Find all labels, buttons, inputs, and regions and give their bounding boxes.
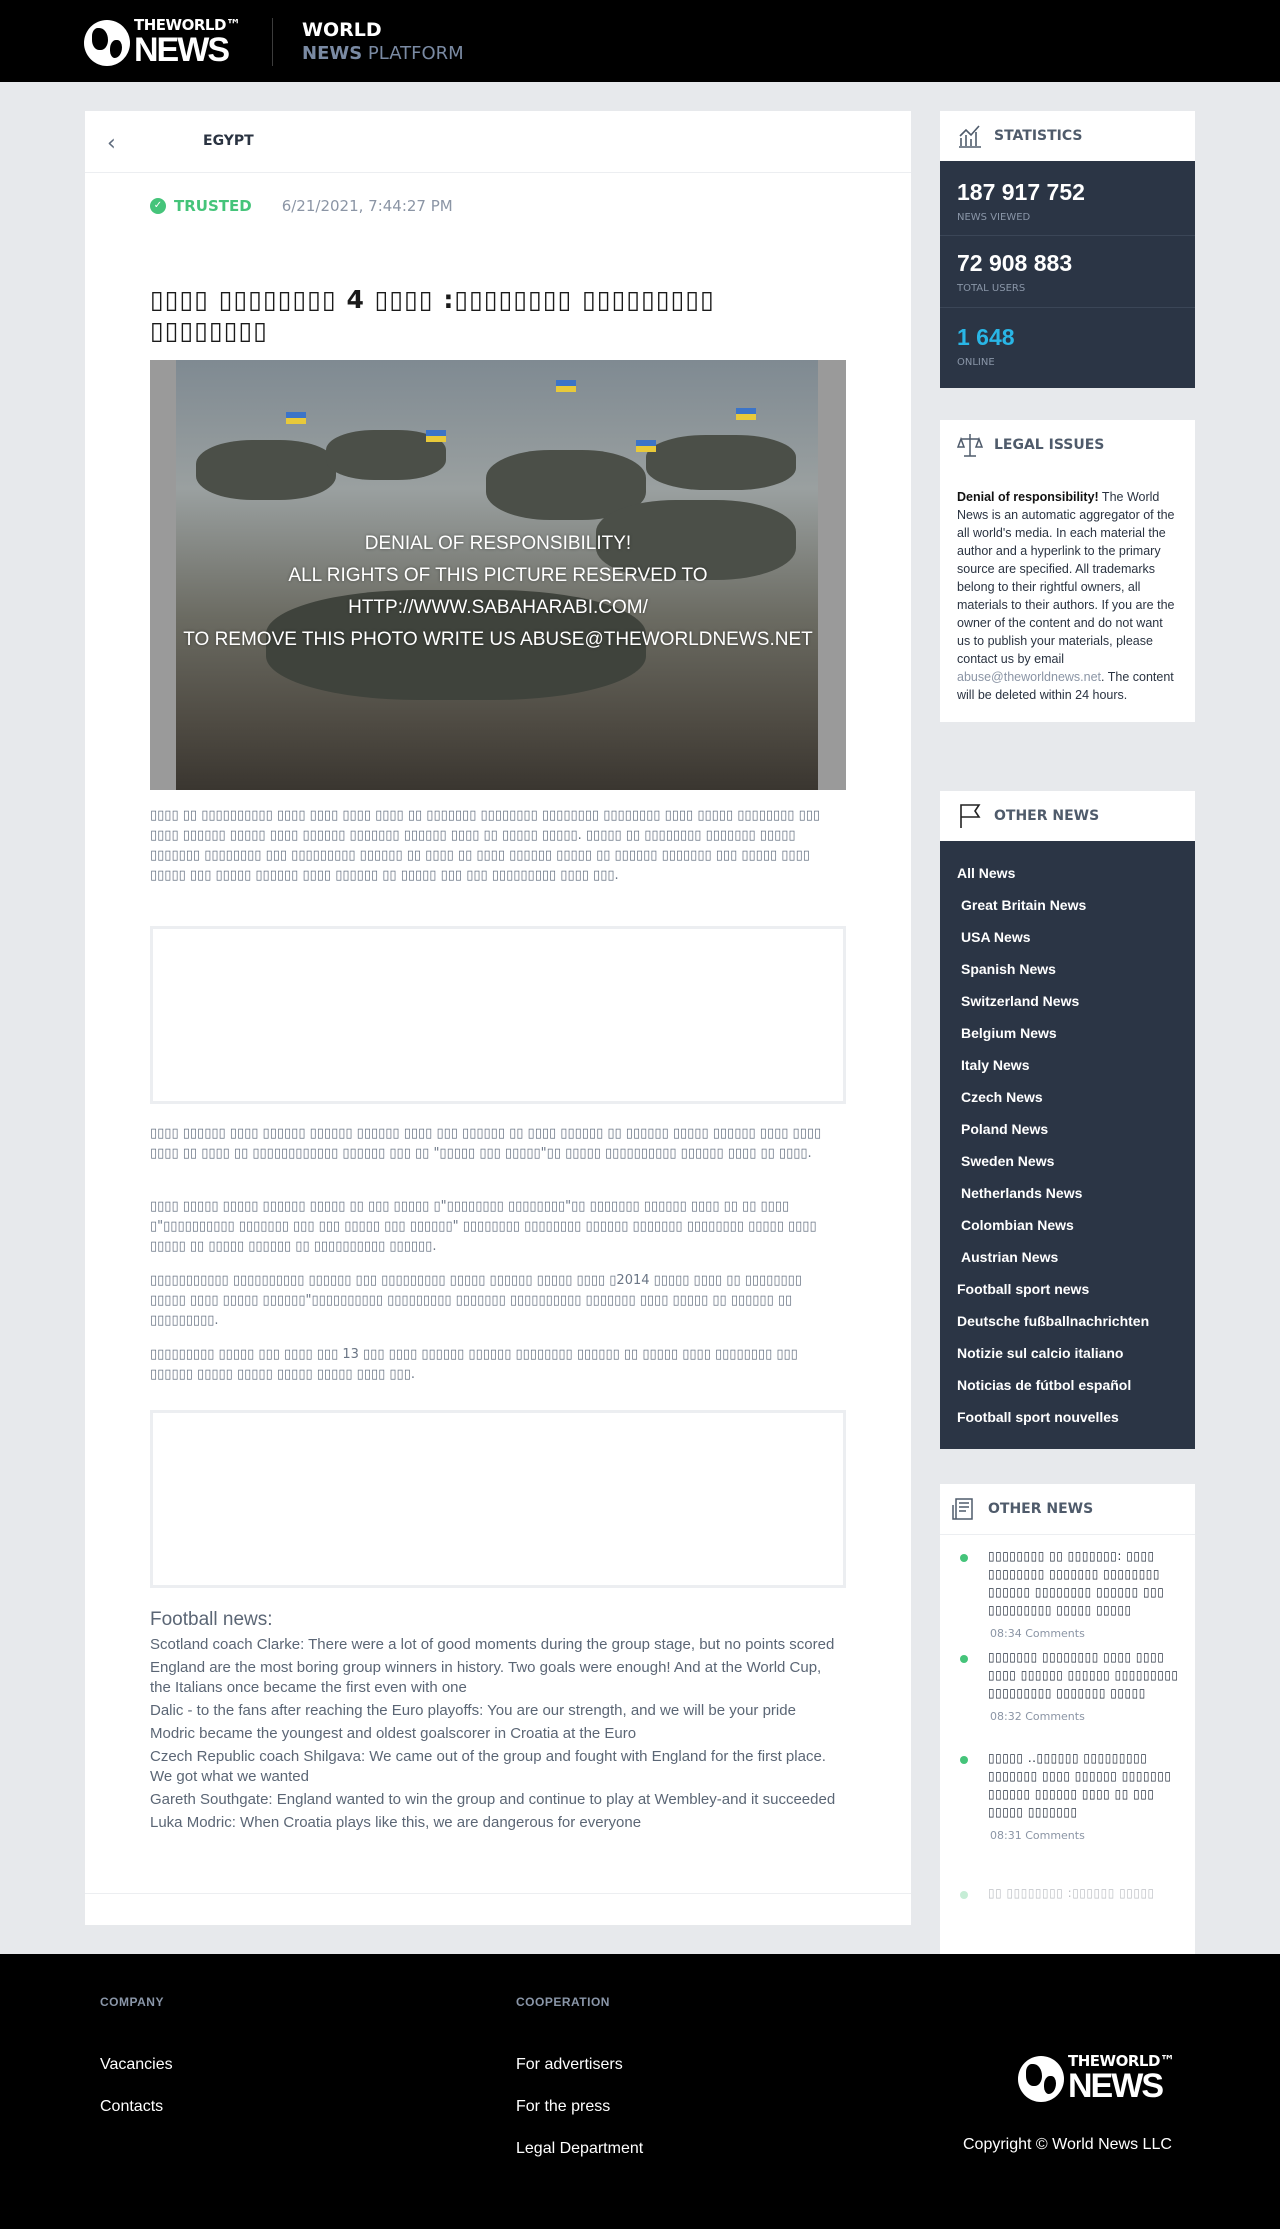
nav-link-all-news[interactable]: All News (957, 865, 1016, 881)
stat-label: NEWS VIEWED (957, 212, 1031, 223)
news-item-title[interactable]: ▯▯ ▯▯▯▯▯▯▯▯ :▯▯▯▯▯▯ ▯▯▯▯▯ (988, 1886, 1155, 1900)
football-news-link[interactable]: Czech Republic coach Shilgava: We came out of the group and fought with England for the first place. We got what we wanted (150, 1748, 826, 1785)
other-news-nav-title: OTHER NEWS (994, 808, 1100, 824)
nav-link-country[interactable]: USA News (961, 929, 1031, 945)
nav-link-country[interactable]: Netherlands News (961, 1185, 1083, 1201)
list-item[interactable] (960, 1884, 1185, 1902)
football-news-heading: Football news: (150, 1609, 273, 1630)
football-news-link[interactable]: England are the most boring group winners in history. Two goals were enough! And at the World Cup, the Italians once became the first even with one (150, 1659, 822, 1696)
news-item-comments[interactable]: Comments (1025, 1710, 1085, 1723)
statistics-card (940, 111, 1195, 388)
nav-link-country[interactable]: Poland News (961, 1121, 1049, 1137)
disclaimer-line: DENIAL OF RESPONSIBILITY! (364, 533, 632, 554)
header-divider (272, 18, 273, 66)
article-paragraph: ▯▯▯▯▯▯▯▯▯ ▯▯▯▯▯ ▯▯▯ ▯▯▯▯ ▯▯▯ 13 ▯▯▯ ▯▯▯▯ ▯▯▯▯▯▯ ▯▯▯▯▯▯ ▯▯▯▯▯▯▯▯ ▯▯▯▯▯▯ ▯▯ ▯▯▯▯▯ ▯▯▯▯ ▯▯▯▯▯▯▯▯ ▯▯▯ ▯▯▯▯▯▯ ▯▯▯▯▯ ▯▯▯▯▯ ▯▯▯▯▯ ▯▯▯▯▯ ▯▯▯▯ ▯▯▯. (150, 1347, 798, 1382)
football-news-link[interactable]: Gareth Southgate: England wanted to win the group and continue to play at Wembley-and it succeeded (150, 1791, 836, 1808)
platform-news: NEWS (302, 43, 363, 64)
article-date: 6/21/2021, 7:44:27 PM (281, 197, 453, 215)
footer-link-advertisers[interactable]: For advertisers (516, 2056, 623, 2073)
news-item-comments[interactable]: Comments (1025, 1627, 1085, 1640)
other-news-feed-list (940, 1534, 1195, 1974)
trusted-badge: TRUSTED (174, 197, 252, 215)
nav-link-country[interactable]: Colombian News (961, 1217, 1074, 1233)
stat-value: 1 648 (957, 324, 1015, 350)
logo-top-text: THEWORLD™ (134, 16, 241, 34)
list-item[interactable] (960, 1547, 1185, 1640)
footer-link-vacancies[interactable]: Vacancies (100, 2056, 173, 2073)
news-item-time: 08:34 (990, 1627, 1022, 1640)
footer-cooperation (516, 1995, 643, 2170)
stat-label: TOTAL USERS (957, 283, 1026, 294)
footer-company-title: COMPANY (100, 1995, 164, 2009)
news-item-meta (990, 1627, 1185, 1640)
nav-link-football[interactable]: Notizie sul calcio italiano (957, 1345, 1124, 1361)
legal-email-link[interactable]: abuse@theworldnews.net (957, 670, 1102, 684)
news-item-title[interactable]: ▯▯▯▯▯ ..▯▯▯▯▯▯ ▯▯▯▯▯▯▯▯▯ ▯▯▯▯▯▯▯ ▯▯▯▯ ▯▯▯▯▯▯ ▯▯▯▯▯▯▯ ▯▯▯▯▯▯ ▯▯▯▯▯▯ ▯▯▯▯ ▯▯ ▯▯▯ ▯▯▯▯▯ ▯▯▯▯▯▯▯ (988, 1751, 1172, 1819)
footer-coop-title: COOPERATION (516, 1995, 610, 2009)
other-news-feed-card (940, 1484, 1195, 1974)
news-item-title[interactable]: ▯▯▯▯▯▯▯▯ ▯▯ ▯▯▯▯▯▯▯: ▯▯▯▯ ▯▯▯▯▯▯▯▯ ▯▯▯▯▯▯▯ ▯▯▯▯▯▯▯▯ ▯▯▯▯▯▯ ▯▯▯▯▯▯▯▯ ▯▯▯▯▯▯ ▯▯▯ ▯▯▯▯▯▯▯▯▯ ▯▯▯▯▯ ▯▯▯▯▯ (988, 1549, 1165, 1617)
article-paragraph: ▯▯▯▯ ▯▯▯▯▯ ▯▯▯▯▯ ▯▯▯▯▯▯ ▯▯▯▯▯ ▯▯ ▯▯▯ ▯▯▯▯▯ ▯"▯▯▯▯▯▯▯▯ ▯▯▯▯▯▯▯▯"▯▯ ▯▯▯▯▯▯▯ ▯▯▯▯▯▯ ▯▯▯▯ ▯▯ ▯▯ ▯▯▯▯ ▯"▯▯▯▯▯▯▯▯▯▯ ▯▯▯▯▯▯▯ ▯▯▯ ▯▯▯ ▯▯▯▯▯ ▯▯▯ ▯▯▯▯▯▯" ▯▯▯▯▯▯▯▯ ▯▯▯▯▯▯▯▯ ▯▯▯▯▯▯ ▯▯▯▯▯▯▯ ▯▯▯▯▯▯▯▯ ▯▯▯▯▯ ▯▯▯▯ ▯▯▯▯▯ ▯▯ ▯▯▯▯▯ ▯▯▯▯▯▯ ▯▯ ▯▯▯▯▯▯▯▯▯▯ ▯▯▯▯▯▯. (150, 1199, 817, 1254)
football-news-link[interactable]: Modric became the youngest and oldest goalscorer in Croatia at the Euro (150, 1725, 637, 1742)
stat-online (940, 308, 1195, 388)
stat-news-viewed (940, 161, 1195, 236)
article-title: ▯▯▯▯ ▯▯▯▯▯▯▯▯ 4 ▯▯▯▯ :▯▯▯▯▯▯▯▯ ▯▯▯▯▯▯▯▯▯ ▯▯▯▯▯▯▯▯ (150, 285, 715, 345)
flag-icon (956, 802, 984, 830)
legal-header (940, 420, 1195, 470)
legal-text-end: . The content will be deleted within 24 hours. (957, 670, 1174, 702)
news-item-time: 08:32 (990, 1710, 1022, 1723)
disclaimer-line: TO REMOVE THIS PHOTO WRITE US ABUSE@THEWORLDNEWS.NET (183, 629, 813, 650)
bullet-dot-icon (960, 1655, 968, 1663)
footer-link-press[interactable]: For the press (516, 2098, 611, 2115)
nav-link-country[interactable]: Spanish News (961, 961, 1056, 977)
nav-link-country[interactable]: Sweden News (961, 1153, 1055, 1169)
legal-bold: Denial of responsibility! (957, 490, 1099, 504)
article-paragraph: ▯▯▯▯▯▯▯▯▯▯▯ ▯▯▯▯▯▯▯▯▯▯ ▯▯▯▯▯▯ ▯▯▯ ▯▯▯▯▯▯▯▯▯ ▯▯▯▯▯ ▯▯▯▯▯▯ ▯▯▯▯▯ ▯▯▯▯ ▯2014 ▯▯▯▯▯ ▯▯▯▯ ▯▯ ▯▯▯▯▯▯▯▯ ▯▯▯▯▯ ▯▯▯▯ ▯▯▯▯▯ ▯▯▯▯▯▯"▯▯▯▯▯▯▯▯▯▯ ▯▯▯▯▯▯▯▯▯ ▯▯▯▯▯▯▯ ▯▯▯▯▯▯▯▯▯▯ ▯▯▯▯▯▯▯ ▯▯▯▯ ▯▯▯▯▯ ▯▯ ▯▯▯▯▯▯ ▯▯ ▯▯▯▯▯▯▯▯▯. (150, 1273, 802, 1328)
nav-link-country[interactable]: Austrian News (961, 1249, 1059, 1265)
bullet-dot-icon (960, 1554, 968, 1562)
news-item-meta (990, 1829, 1185, 1842)
bullet-dot-icon (960, 1891, 968, 1899)
other-news-feed-header (940, 1484, 1195, 1534)
globe-icon (1018, 2056, 1064, 2102)
article-photo (150, 360, 846, 790)
ad-placeholder (150, 926, 846, 1104)
legal-text: The World News is an automatic aggregator of the all world's media. In each material the author and a hyperlink to the primary source are specified. All trademarks belong to their rightful owners, all materials to their authors. If you are the owner of the content and do not want us to publish your materials, please contact us by email (957, 490, 1175, 666)
footer-link-legal[interactable]: Legal Department (516, 2140, 644, 2157)
stat-label: ONLINE (957, 357, 995, 368)
stat-value: 187 917 752 (957, 179, 1085, 205)
article-paragraph: ▯▯▯▯ ▯▯ ▯▯▯▯▯▯▯▯▯▯ ▯▯▯▯ ▯▯▯▯ ▯▯▯▯ ▯▯▯▯ ▯▯ ▯▯▯▯▯▯▯ ▯▯▯▯▯▯▯▯ ▯▯▯▯▯▯▯▯ ▯▯▯▯▯▯▯▯ ▯▯▯▯ ▯▯▯▯▯ ▯▯▯▯▯▯▯▯ ▯▯▯ ▯▯▯▯ ▯▯▯▯▯▯ ▯▯▯▯▯ ▯▯▯▯ ▯▯▯▯▯▯ ▯▯▯▯▯▯▯ ▯▯▯▯▯▯ ▯▯▯▯ ▯▯ ▯▯▯▯▯ ▯▯▯▯▯. ▯▯▯▯▯ ▯▯ ▯▯▯▯▯▯▯▯ ▯▯▯▯▯▯▯ ▯▯▯▯▯ ▯▯▯▯▯▯▯ ▯▯▯▯▯▯▯▯ ▯▯▯ ▯▯▯▯▯▯▯▯▯ ▯▯▯▯▯▯ ▯▯ ▯▯▯▯ ▯▯ ▯▯▯▯ ▯▯▯▯▯▯ ▯▯▯▯▯ ▯▯ ▯▯▯▯▯▯ ▯▯▯▯▯▯▯ ▯▯▯ ▯▯▯▯▯ ▯▯▯▯ ▯▯▯▯▯ ▯▯▯ ▯▯▯▯▯ ▯▯▯▯▯▯ ▯▯▯▯ ▯▯▯▯▯▯ ▯▯ ▯▯▯▯▯ ▯▯▯ ▯▯▯ ▯▯▯▯▯▯▯▯▯ ▯▯▯▯ ▯▯▯. (150, 808, 821, 883)
nav-link-football[interactable]: Football sport nouvelles (957, 1409, 1119, 1425)
nav-link-football[interactable]: Football sport news (957, 1281, 1090, 1297)
legal-body (940, 470, 1195, 722)
news-item-comments[interactable]: Comments (1025, 1829, 1085, 1842)
platform-title (302, 18, 464, 66)
ad-placeholder (150, 1410, 846, 1588)
globe-icon (84, 20, 130, 66)
platform-word: PLATFORM (362, 43, 464, 64)
list-item[interactable] (960, 1648, 1185, 1723)
site-header (0, 0, 1280, 82)
back-chevron-icon[interactable]: ‹ (107, 131, 116, 156)
bullet-dot-icon (960, 1756, 968, 1764)
site-logo[interactable] (84, 18, 240, 67)
logo-bottom-text: NEWS (1068, 2067, 1162, 2105)
logo-bottom-text: NEWS (134, 31, 228, 69)
footer-link-contacts[interactable]: Contacts (100, 2098, 164, 2115)
football-news-link[interactable]: Scotland coach Clarke: There were a lot of good moments during the group stage, but no points scored (150, 1636, 835, 1653)
news-item-time: 08:31 (990, 1829, 1022, 1842)
platform-world: WORLD (302, 19, 382, 41)
chart-icon (956, 122, 984, 150)
football-news-link[interactable]: Luka Modric: When Croatia plays like this, we are dangerous for everyone (150, 1814, 642, 1831)
scales-icon (956, 431, 984, 459)
category-label[interactable]: EGYPT (203, 133, 254, 149)
nav-link-football[interactable]: Noticias de fútbol español (957, 1377, 1132, 1393)
newspaper-icon (950, 1495, 978, 1523)
site-footer (0, 1954, 1280, 2229)
legal-title: LEGAL ISSUES (994, 437, 1105, 453)
photo-disclaimer (150, 528, 846, 656)
news-item-meta (990, 1710, 1185, 1723)
disclaimer-line: ALL RIGHTS OF THIS PICTURE RESERVED TO HTTP://WWW.SABAHARABI.COM/ (288, 565, 708, 618)
football-news-link[interactable]: Dalic - to the fans after reaching the Euro playoffs: You are our strength, and we will be your pride (150, 1702, 796, 1719)
copyright: Copyright © World News LLC (963, 2136, 1172, 2153)
footer-logo[interactable] (1018, 2054, 1174, 2103)
article-card (85, 111, 911, 1925)
nav-link-country[interactable]: Great Britain News (961, 897, 1087, 913)
statistics-title: STATISTICS (994, 128, 1083, 144)
divider (85, 172, 911, 173)
nav-link-football[interactable]: Deutsche fußballnachrichten (957, 1313, 1150, 1329)
stat-total-users (940, 236, 1195, 308)
nav-link-country[interactable]: Belgium News (961, 1025, 1057, 1041)
stat-value: 72 908 883 (957, 250, 1073, 276)
list-item[interactable] (960, 1749, 1185, 1842)
football-news (150, 1609, 840, 1836)
logo-top-text: THEWORLD™ (1068, 2052, 1175, 2070)
check-circle-icon: ✓ (150, 198, 166, 214)
statistics-header (940, 111, 1195, 161)
trust-row (150, 197, 453, 215)
other-news-feed-title: OTHER NEWS (988, 1501, 1094, 1517)
other-news-nav-card (940, 791, 1195, 1449)
statistics-body (940, 161, 1195, 388)
nav-link-country[interactable]: Czech News (961, 1089, 1043, 1105)
article-paragraph: ▯▯▯▯ ▯▯▯▯▯▯ ▯▯▯▯ ▯▯▯▯▯▯ ▯▯▯▯▯▯ ▯▯▯▯▯▯ ▯▯▯▯ ▯▯▯ ▯▯▯▯▯▯ ▯▯ ▯▯▯▯ ▯▯▯▯▯▯ ▯▯ ▯▯▯▯▯▯ ▯▯▯▯▯ ▯▯▯▯▯▯ ▯▯▯▯ ▯▯▯▯ ▯▯▯▯ ▯▯ ▯▯▯▯ ▯▯ ▯▯▯▯▯▯▯▯▯▯▯▯ ▯▯▯▯▯▯ ▯▯▯ ▯▯ "▯▯▯▯▯ ▯▯▯ ▯▯▯▯▯"▯▯ ▯▯▯▯▯ ▯▯▯▯▯▯▯▯▯▯ ▯▯▯▯▯▯ ▯▯▯▯ ▯▯ ▯▯▯▯. (150, 1126, 822, 1161)
other-news-nav-list (940, 841, 1195, 1449)
news-item-title[interactable]: ▯▯▯▯▯▯▯ ▯▯▯▯▯▯▯▯ ▯▯▯▯ ▯▯▯▯ ▯▯▯▯ ▯▯▯▯▯▯ ▯▯▯▯▯▯ ▯▯▯▯▯▯▯▯▯ ▯▯▯▯▯▯▯▯▯ ▯▯▯▯▯▯▯ ▯▯▯▯▯ (988, 1650, 1179, 1700)
divider (85, 1893, 911, 1894)
nav-link-country[interactable]: Switzerland News (961, 993, 1080, 1009)
footer-company (100, 1995, 173, 2128)
other-news-nav-header (940, 791, 1195, 841)
nav-link-country[interactable]: Italy News (961, 1057, 1030, 1073)
legal-card (940, 420, 1195, 722)
